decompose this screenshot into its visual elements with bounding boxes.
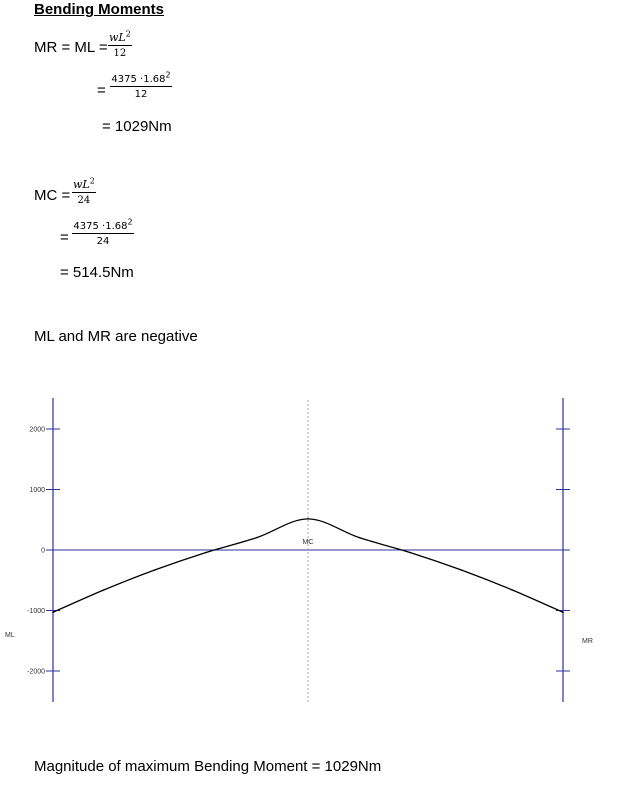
num-a: 4375 (73, 221, 99, 232)
num-w: w (73, 178, 83, 191)
y-tick-label: -1000 (27, 608, 45, 615)
num-a: 4375 (111, 74, 137, 85)
y-tick-label: 2000 (29, 426, 45, 434)
mc-equals: = (60, 229, 69, 246)
curve-point (511, 589, 513, 591)
mr-ml-formula-fraction (108, 31, 132, 59)
num-w: w (109, 31, 119, 44)
curve-point (154, 569, 156, 571)
y-tick-label: 1000 (29, 487, 45, 494)
curve-point (307, 518, 309, 520)
curve-point (358, 537, 360, 539)
num-exp: 2 (125, 29, 131, 39)
mr-label-annotation: MR (582, 638, 593, 645)
num-L: L (118, 31, 126, 44)
fraction-denominator: 24 (96, 236, 110, 247)
max-moment-conclusion: Magnitude of maximum Bending Moment = 1029Nm (34, 758, 382, 775)
mc-result: = 514.5Nm (60, 264, 134, 281)
page-title: Bending Moments (34, 1, 164, 18)
negative-note: ML and MR are negative (34, 328, 198, 345)
mc-formula-fraction (72, 178, 96, 206)
mr-ml-label: MR = ML = (34, 39, 108, 56)
num-exp: 2 (89, 176, 95, 186)
curve-point (52, 611, 54, 613)
mc-value-fraction: $4375 \cdot 1.68^2$ 24 (73, 217, 133, 247)
curve-point (409, 552, 411, 554)
curve-point (103, 589, 105, 591)
fraction-denominator: 24 (77, 195, 91, 206)
y-tick-label: -2000 (27, 668, 45, 676)
y-tick-label: 0 (41, 547, 45, 555)
mc-label-annotation: MC (302, 539, 314, 546)
num-L: L (82, 178, 90, 191)
mr-ml-value-fraction: $4375 \cdot 1.68^2$ 12 (111, 70, 171, 100)
num-b: 1.68 (143, 74, 166, 85)
num-exp: 2 (127, 217, 133, 227)
bending-moment-diagram (0, 390, 632, 720)
mr-ml-result: = 1029Nm (102, 118, 172, 135)
fraction-denominator: 12 (113, 48, 127, 59)
num-exp: 2 (165, 70, 171, 80)
curve-point (256, 537, 258, 539)
mc-label: MC = (34, 187, 71, 204)
fraction-denominator: 12 (134, 89, 148, 100)
curve-point (562, 611, 564, 613)
curve-point (460, 569, 462, 571)
mr-ml-equals: = (97, 82, 106, 99)
num-b: 1.68 (105, 221, 128, 232)
ml-label-annotation: ML (5, 632, 15, 639)
curve-point (205, 552, 207, 554)
